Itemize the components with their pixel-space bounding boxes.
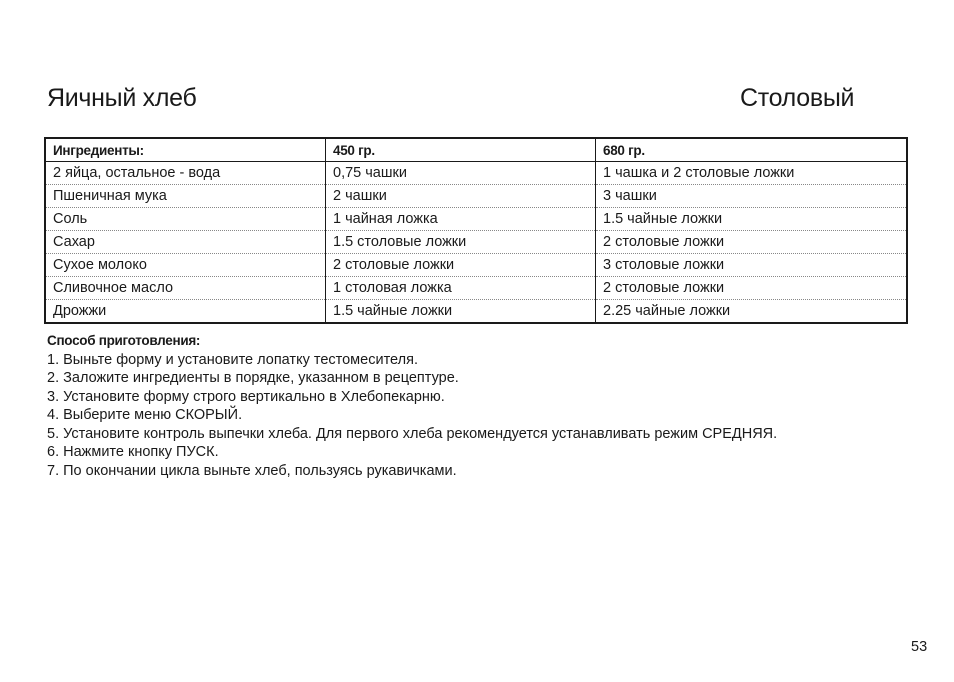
column-header: 680 гр.: [596, 138, 908, 162]
table-cell: 3 чашки: [596, 185, 908, 208]
table-row: [45, 231, 907, 254]
table-cell: 1 чайная ложка: [326, 208, 596, 231]
table-cell: 1.5 чайные ложки: [326, 300, 596, 324]
method-step: 5. Установите контроль выпечки хлеба. Для первого хлеба рекомендуется устанавливать режим СРЕДНЯЯ.: [47, 425, 778, 442]
table-cell: Сахар: [45, 231, 326, 254]
table-cell: 1 столовая ложка: [326, 277, 596, 300]
table-cell: 1.5 чайные ложки: [596, 208, 908, 231]
table-cell: 2 чашки: [326, 185, 596, 208]
method-section: [47, 332, 777, 480]
table-cell: 0,75 чашки: [326, 162, 596, 185]
table-header-row: [45, 138, 907, 162]
table-cell: 2.25 чайные ложки: [596, 300, 908, 324]
table-cell: 1.5 столовые ложки: [326, 231, 596, 254]
table-cell: Соль: [45, 208, 326, 231]
table-row: [45, 254, 907, 277]
table-row: [45, 185, 907, 208]
method-step: 1. Выньте форму и установите лопатку тестомесителя.: [47, 351, 418, 368]
ingredients-table: [44, 137, 908, 324]
bread-type-title: Столовый: [740, 84, 855, 112]
method-step: 2. Заложите ингредиенты в порядке, указанном в рецептуре.: [47, 370, 459, 386]
method-step: 6. Нажмите кнопку ПУСК.: [47, 444, 219, 460]
column-header: 450 гр.: [326, 138, 596, 162]
page-number: 53: [911, 639, 928, 655]
method-step: 3. Установите форму строго вертикально в Хлебопекарню.: [47, 388, 445, 405]
table-row: [45, 162, 907, 185]
table-cell: Сухое молоко: [45, 254, 326, 277]
table-cell: 2 столовые ложки: [326, 254, 596, 277]
method-heading: Способ приготовления:: [47, 333, 201, 348]
table-row: [45, 208, 907, 231]
table-cell: 2 столовые ложки: [596, 231, 908, 254]
table-cell: Сливочное масло: [45, 277, 326, 300]
table-row: [45, 277, 907, 300]
table-cell: Дрожжи: [53, 303, 107, 319]
recipe-title: Яичный хлеб: [47, 84, 197, 112]
table-cell: 2 столовые ложки: [596, 277, 908, 300]
column-header: Ингредиенты:: [45, 138, 326, 162]
table-cell: 3 столовые ложки: [596, 254, 908, 277]
table-row: [45, 300, 907, 324]
method-step: 4. Выберите меню СКОРЫЙ.: [47, 407, 243, 423]
table-cell: Пшеничная мука: [45, 185, 326, 208]
method-step: 7. По окончании цикла выньте хлеб, пользуясь рукавичками.: [47, 462, 457, 479]
table-cell: 2 яйца, остальное - вода: [45, 162, 326, 185]
table-cell: 1 чашка и 2 столовые ложки: [596, 162, 908, 185]
